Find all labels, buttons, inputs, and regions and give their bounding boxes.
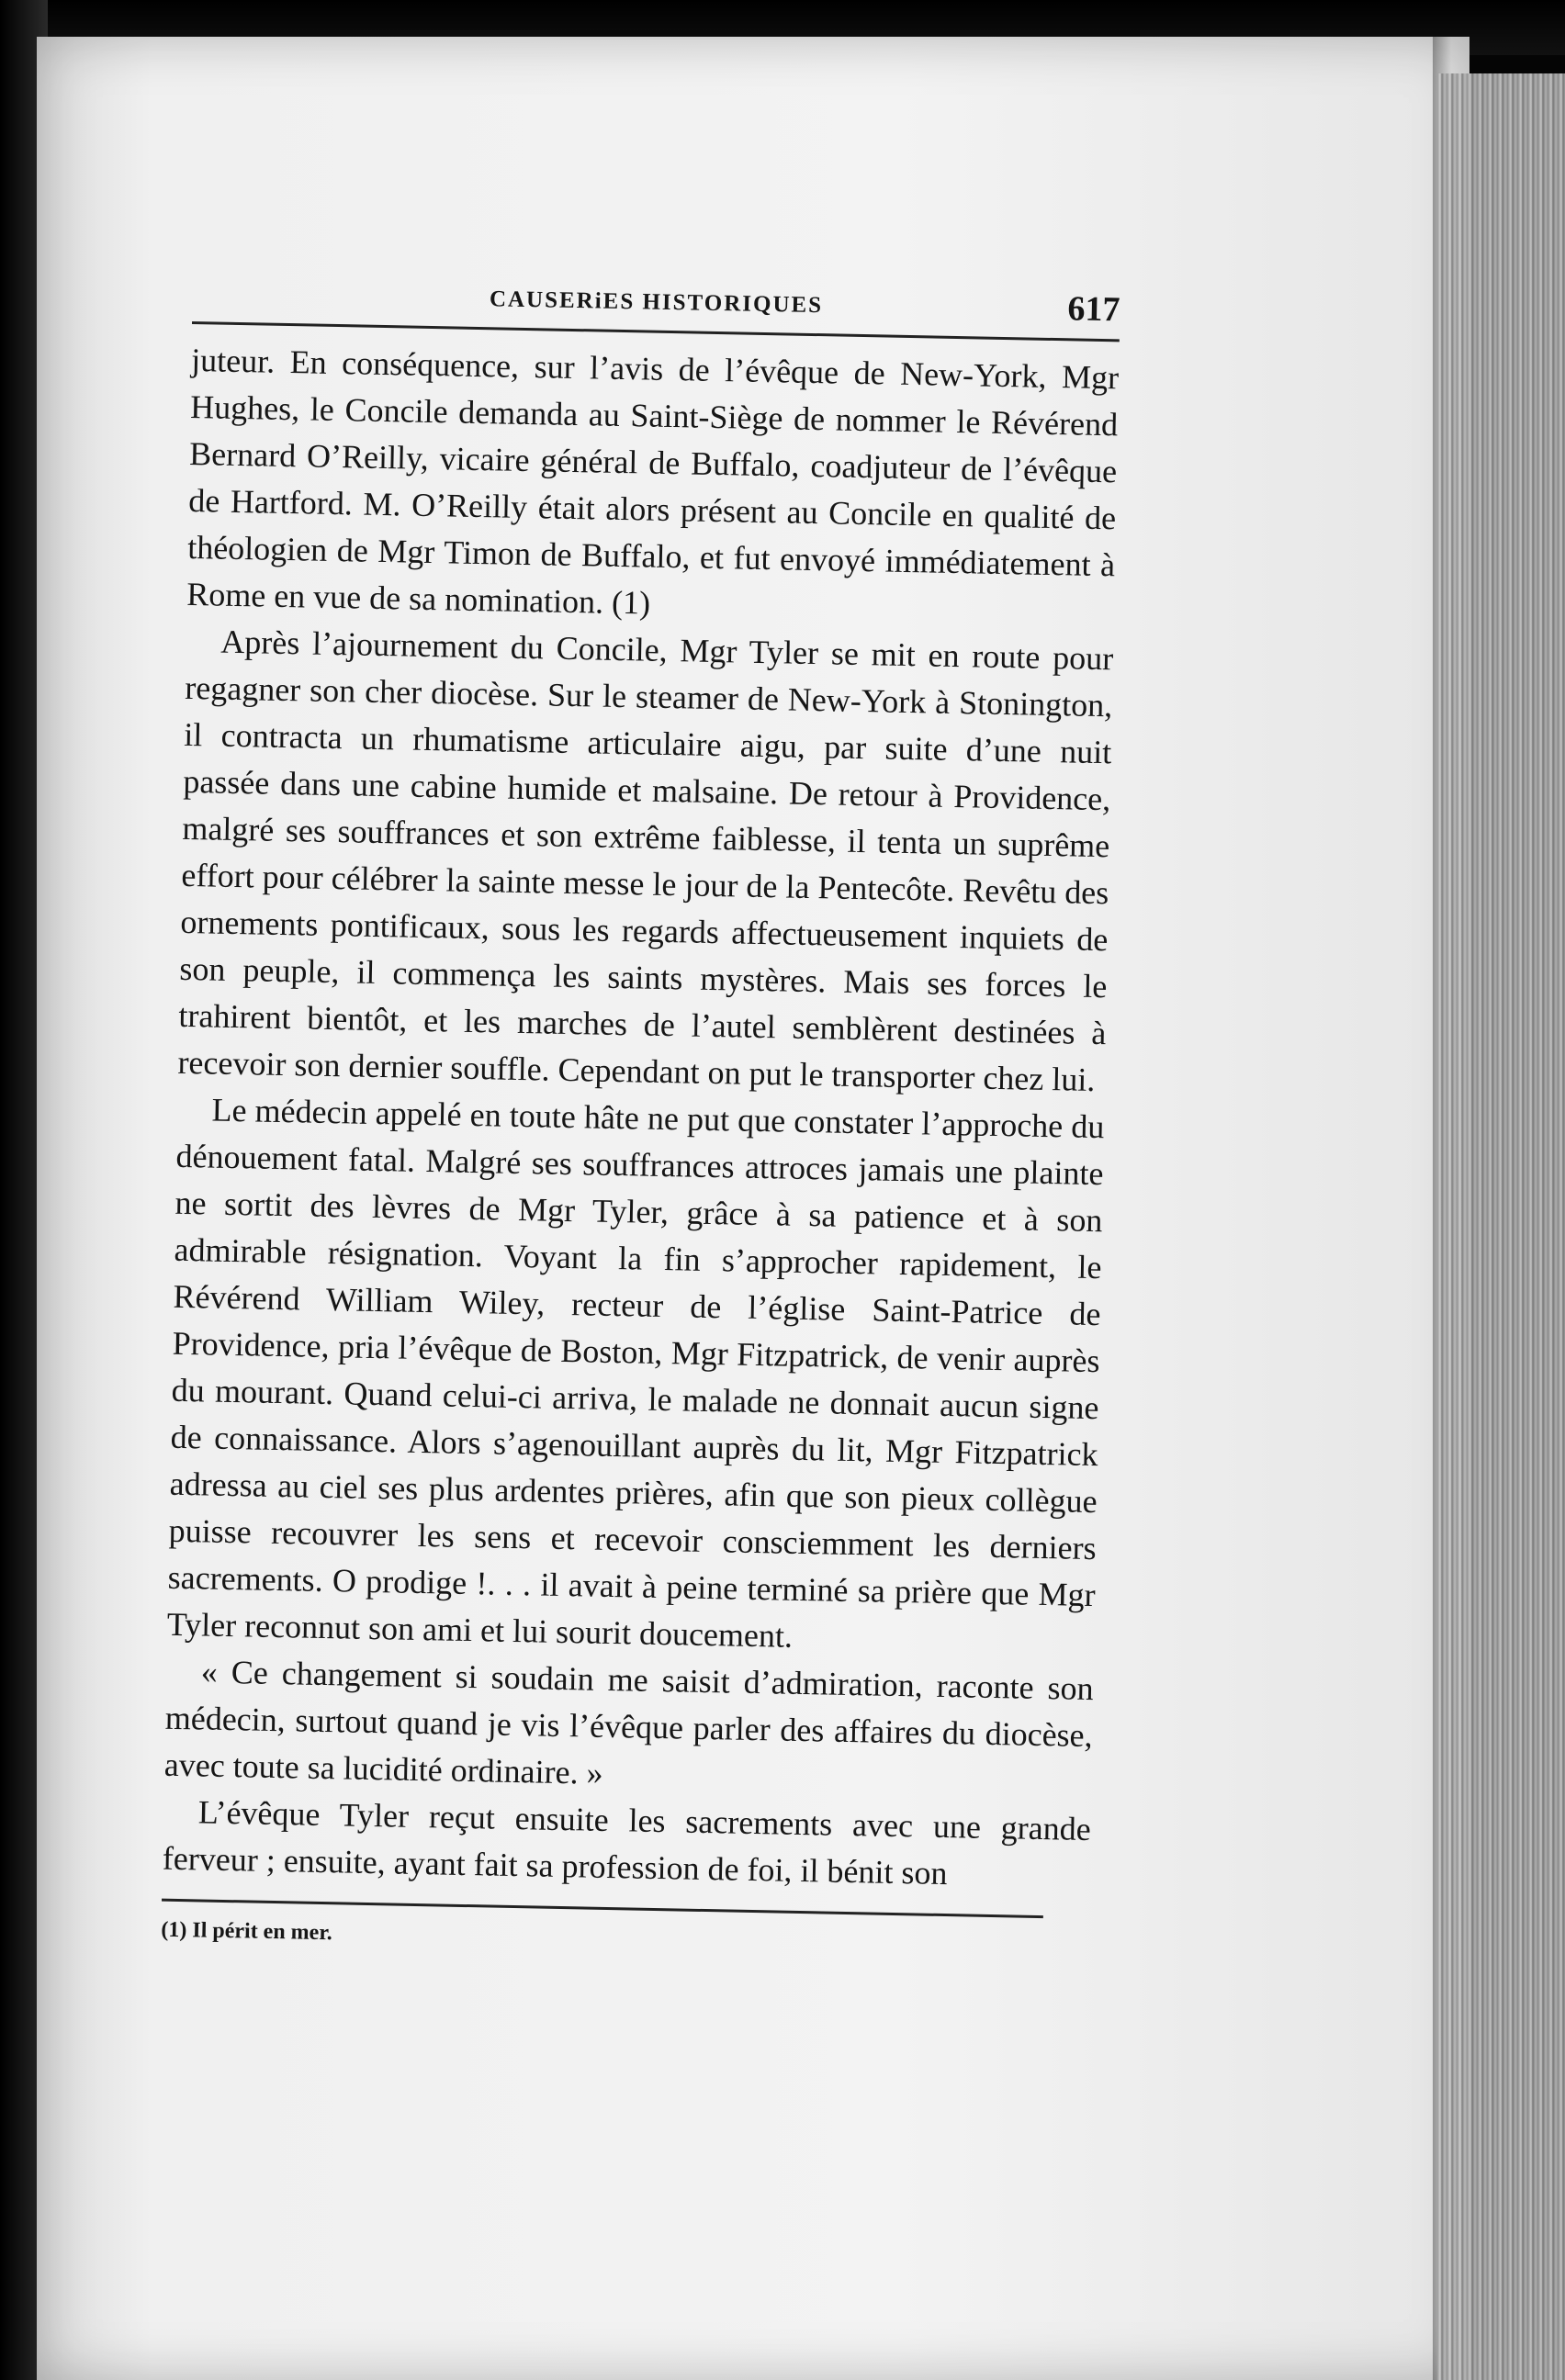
running-title: CAUSERiES HISTORIQUES (489, 286, 824, 319)
text-block (161, 275, 1120, 1960)
paragraph-4: « Ce changement si soudain me saisit d’admiration, raconte son médecin, surtout quand je vis l’évêque parler des affaires du diocèse, avec toute sa lucidité ordinaire. » (163, 1653, 1095, 1791)
paragraph-3: Le médecin appelé en toute hâte ne put que constater l’approche du dénouement fatal. Malgré ses souffrances attroces jamais une plainte ne sortit des lèvres de Mgr Tyler, grâce à sa patience et à son admirable résignation. Voyant la fin s’approcher rapidement, le Révérend William Wiley, recteur de l’église Saint-Patrice de Providence, pria l’évêque de Boston, Mgr Fitzpatrick, de venir auprès du mourant. Quand celui-ci arriva, le malade ne donnait aucun signe de connaissance. Alors s’agenouillant auprès du lit, Mgr Fitzpatrick adressa au ciel ses plus ardentes prières, afin que son pieux collègue puisse recouvrer les sens et recevoir consciemment les derniers sacrements. O prodige !. . . il avait à peine terminé sa prière que Mgr Tyler reconnut son ami et lui sourit doucement. (166, 1091, 1105, 1655)
page-number: 617 (1067, 289, 1120, 330)
paragraph-5: L’évêque Tyler reçut ensuite les sacrements avec une grande ferveur ; ensuite, ayant fait sa profession de foi, il bénit son (162, 1793, 1092, 1892)
book-page-edges (1437, 73, 1565, 2380)
footnote-rule (162, 1899, 1043, 1918)
paragraph-1: juteur. En conséquence, sur l’avis de l’évêque de New-York, Mgr Hughes, le Concile demanda au Saint-Siège de nommer le Révérend Bernard O’Reilly, vicaire général de Buffalo, coadjuteur de l’évêque de Hartford. M. O’Reilly était alors présent au Concile en qualité de théologien de Mgr Timon de Buffalo, et fut envoyé immédiatement à Rome en vue de sa nomination. (1) (186, 341, 1120, 622)
footnote: (1) Il périt en mer. (161, 1917, 333, 1946)
paragraph-2: Après l’ajournement du Concile, Mgr Tyler se mit en route pour regagner son cher diocèse. Sur le steamer de New-York à Stonington, il contracta un rhumatisme articulaire aigu, par suite d’une nuit passée dans une cabine humide et malsaine. De retour à Providence, malgré ses souffrances et son extrême faiblesse, il tenta un suprême effort pour célébrer la sainte messe le jour de la Pentecôte. Revêtu des ornements pontificaux, sous les regards affectueusement inquiets de son peuple, il commença les saints mystères. Mais ses forces le trahirent bientôt, et les marches de l’autel semblèrent destinées à recevoir son dernier souffle. Cependant on put le transporter chez lui. (177, 623, 1114, 1099)
